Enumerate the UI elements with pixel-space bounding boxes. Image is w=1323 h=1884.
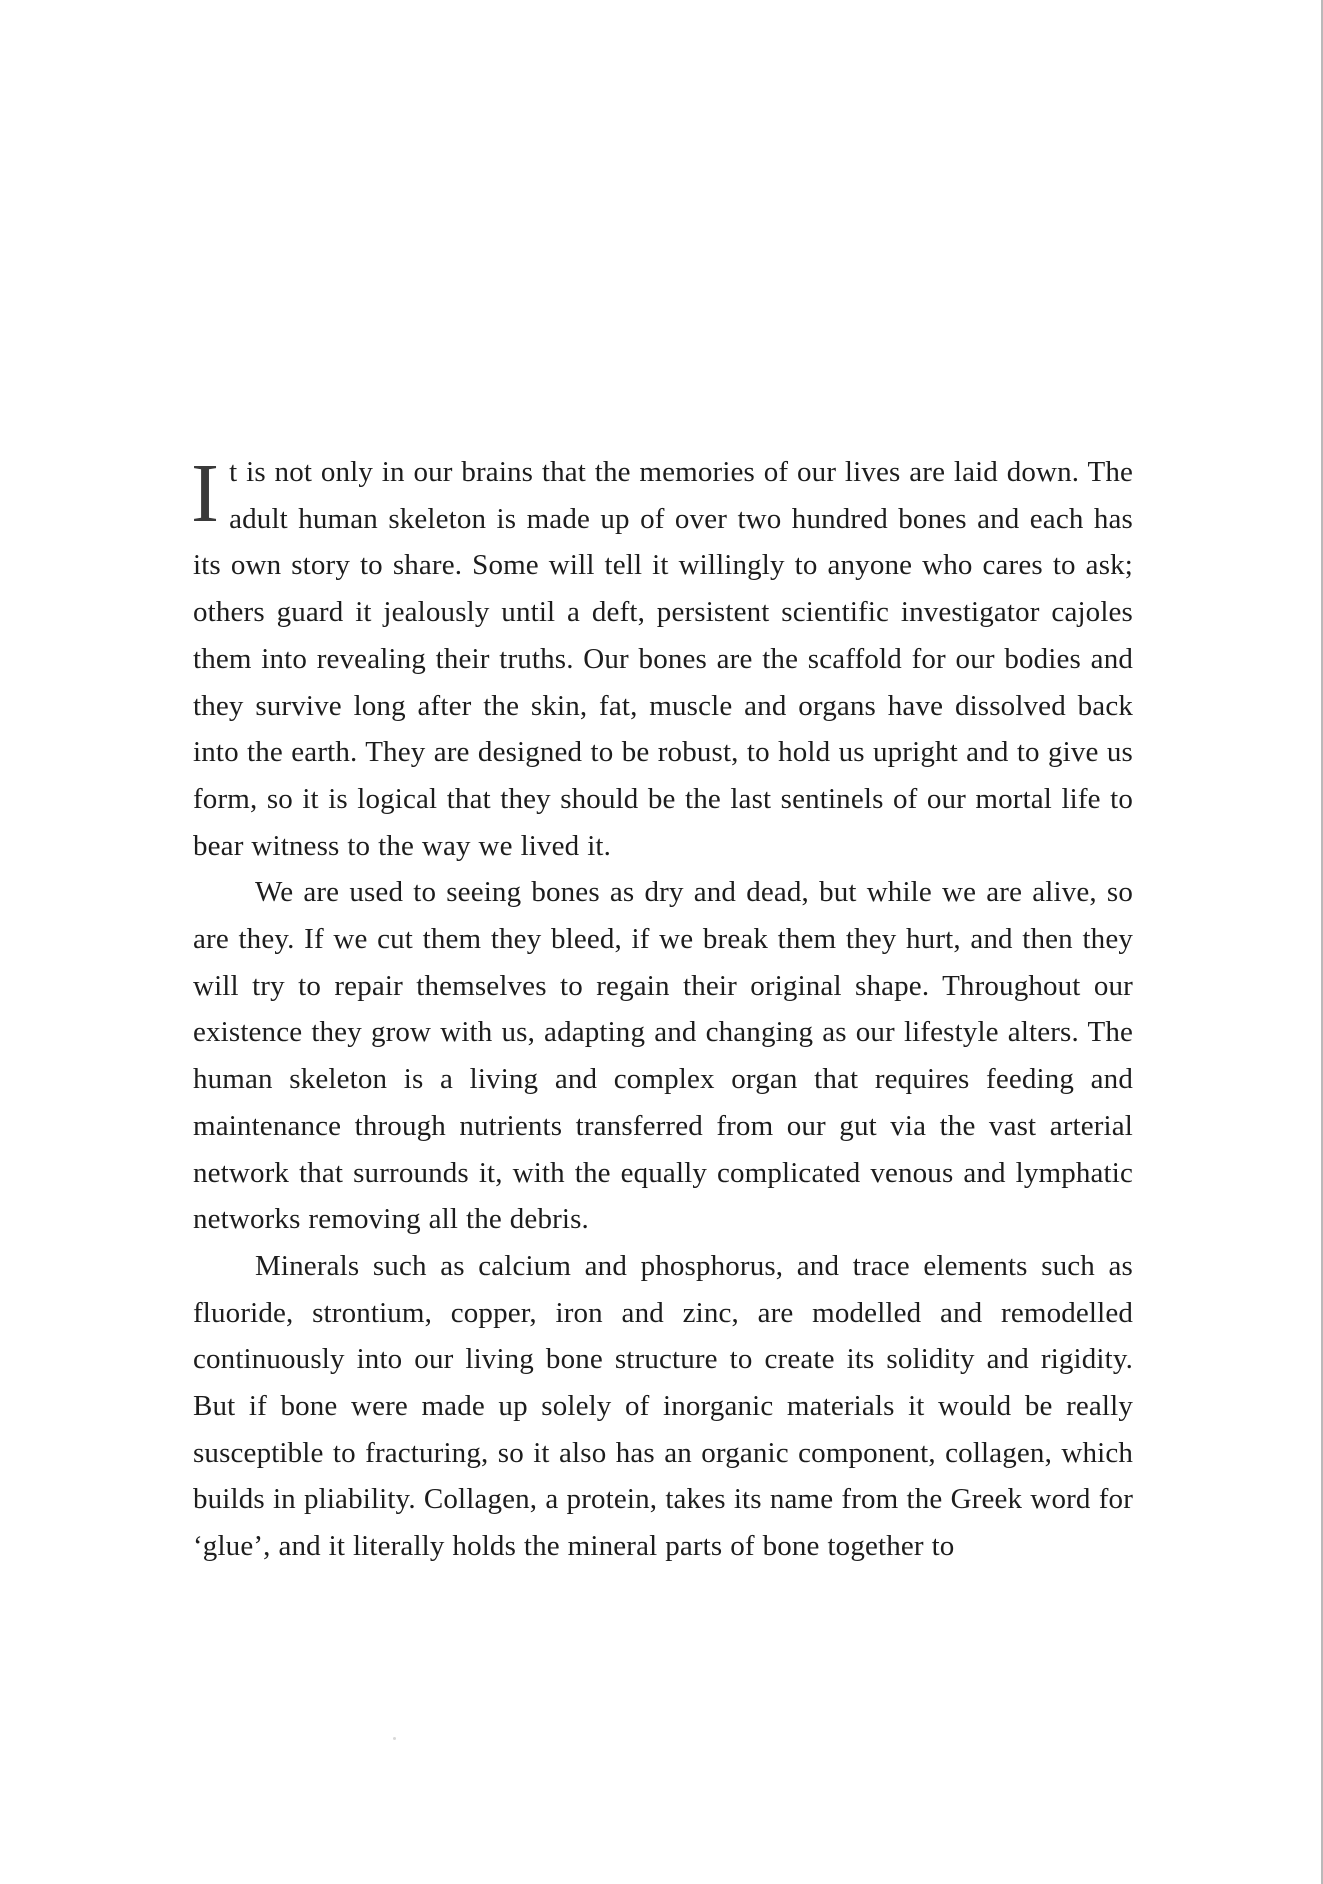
scan-speck bbox=[393, 1737, 396, 1740]
body-text bbox=[193, 449, 1133, 1570]
paragraph-1-text: t is not only in our brains that the memories of our lives are laid down. The adult human skeleton is made up of over two hundred bones and each has its own story to share. Some will tell it willingly to anyone who cares to ask; others guard it jealously until a deft, persistent scientific investigator cajoles them into revealing their truths. Our bones are the scaffold for our bodies and they survive long after the skin, fat, muscle and organs have dissolved back into the earth. They are designed to be robust, to hold us upright and to give us form, so it is logical that they should be the last sentinels of our mortal life to bear witness to the way we lived it. bbox=[193, 456, 1133, 862]
paragraph-2 bbox=[193, 869, 1133, 1243]
paragraph-2-text: We are used to seeing bones as dry and dead, but while we are alive, so are they. If we cut them they bleed, if we break them they hurt, and then they will try to repair themselves to regain their original shape. Throughout our existence they grow with us, adapting and changing as our lifestyle alters. The human skeleton is a living and complex organ that requires feeding and maintenance through nutrients transferred from our gut via the vast arterial network that surrounds it, with the equally complicated venous and lymphatic networks removing all the debris. bbox=[193, 876, 1133, 1236]
paragraph-3 bbox=[193, 1243, 1133, 1570]
paragraph-3-text: Minerals such as calcium and phosphorus, and trace elements such as fluoride, strontium, copper, iron and zinc, are modelled and remodelled continuously into our living bone structure to create its solidity and rigidity. But if bone were made up solely of inorganic materials it would be really susceptible to fracturing, so it also has an organic component, collagen, which builds in pliability. Collagen, a protein, takes its name from the Greek word for ‘glue’, and it literally holds the mineral parts of bone together to bbox=[193, 1249, 1133, 1563]
paragraph-1 bbox=[193, 449, 1133, 869]
drop-cap: I bbox=[191, 447, 220, 540]
